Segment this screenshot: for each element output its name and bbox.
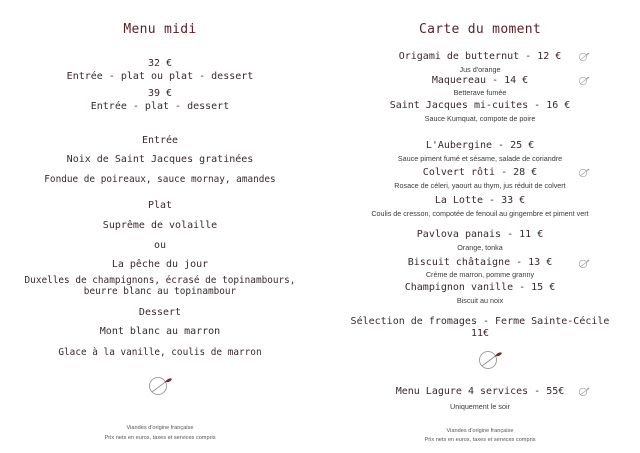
option-1-text: Entrée - plat ou plat - dessert bbox=[66, 71, 254, 82]
plat-dish-2: La pêche du jour bbox=[111, 259, 209, 270]
dessert-heading: Dessert bbox=[138, 307, 182, 318]
dish-name-pavlova: Pavlova panais - 11 € bbox=[416, 229, 544, 240]
dish-desc-saint-jacques: Sauce Kumquat, compote de poire bbox=[424, 114, 536, 123]
plat-dish-1: Suprême de volaille bbox=[102, 220, 218, 231]
entree-dish: Noix de Saint Jacques gratinées bbox=[66, 154, 254, 165]
cheese-selection: Sélection de fromages - Ferme Sainte-Cécile bbox=[350, 316, 610, 327]
dish-name-maquereau: Maquereau - 14 € bbox=[431, 75, 529, 86]
dessert-dish: Mont blanc au marron bbox=[99, 326, 221, 337]
dessert-description: Glace à la vanille, coulis de marron bbox=[58, 347, 262, 358]
dish-desc-aubergine: Sauce piment fumé et sésame, salade de coriandre bbox=[397, 154, 563, 163]
carte-title: Carte du moment bbox=[419, 22, 541, 37]
plat-description-line-1: Duxelles de champignons, écrasé de topinambours, bbox=[24, 275, 296, 286]
left-footer-origin: Viandes d'origine française bbox=[126, 425, 194, 431]
dish-desc-lotte: Coulis de cresson, compotée de fenouil au gingembre et piment vert bbox=[371, 209, 589, 218]
right-footer-origin: Viandes d'origine française bbox=[446, 428, 514, 434]
fork-leaf-small-icon bbox=[578, 167, 590, 178]
entree-description: Fondue de poireaux, sauce mornay, amandes bbox=[44, 174, 276, 185]
dish-desc-biscuit: Crème de marron, pomme granny bbox=[425, 270, 535, 279]
fork-leaf-logo-icon bbox=[476, 348, 504, 372]
dish-name-champignon: Champignon vanille - 15 € bbox=[404, 282, 556, 293]
plat-or: ou bbox=[153, 240, 167, 251]
fork-leaf-small-icon bbox=[578, 51, 590, 62]
dish-desc-origami: Jus d'orange bbox=[459, 65, 501, 74]
menu-lagure: Menu Lagure 4 services - 55€ bbox=[395, 386, 565, 397]
dish-name-origami: Origami de butternut - 12 € bbox=[398, 51, 562, 62]
left-footer-prices: Prix nets en euros, taxes et services compris bbox=[104, 435, 216, 441]
dish-desc-pavlova: Orange, tonka bbox=[457, 243, 503, 252]
dish-name-biscuit: Biscuit châtaigne - 13 € bbox=[407, 257, 553, 268]
right-footer-prices: Prix nets en euros, taxes et services compris bbox=[424, 437, 536, 443]
dish-desc-colvert: Rosace de céleri, yaourt au thym, jus réduit de colvert bbox=[394, 181, 566, 190]
fork-leaf-small-icon bbox=[578, 258, 590, 269]
dish-name-lotte: La Lotte - 33 € bbox=[434, 195, 526, 206]
option-2-text: Entrée - plat - dessert bbox=[90, 101, 230, 112]
dish-name-colvert: Colvert rôti - 28 € bbox=[422, 167, 538, 178]
right-menu-column bbox=[320, 0, 640, 453]
plat-description-line-2: beurre blanc au topinambour bbox=[83, 286, 237, 297]
cheese-price: 11€ bbox=[470, 328, 490, 339]
fork-leaf-small-icon bbox=[578, 386, 590, 397]
dish-name-saint-jacques: Saint Jacques mi-cuites - 16 € bbox=[389, 100, 571, 111]
dish-name-aubergine: L'Aubergine - 25 € bbox=[425, 140, 535, 151]
dish-desc-champignon: Biscuit au noix bbox=[456, 296, 504, 305]
plat-heading: Plat bbox=[147, 200, 173, 211]
fork-leaf-small-icon bbox=[578, 75, 590, 86]
dish-desc-maquereau: Betterave fumée bbox=[453, 88, 507, 97]
menu-lagure-desc: Uniquement le soir bbox=[450, 402, 510, 411]
price-option-2: 39 € bbox=[147, 88, 173, 99]
menu-midi-title: Menu midi bbox=[123, 22, 197, 37]
price-option-1: 32 € bbox=[147, 58, 173, 69]
entree-heading: Entrée bbox=[141, 135, 179, 146]
fork-leaf-logo-icon bbox=[146, 374, 174, 398]
